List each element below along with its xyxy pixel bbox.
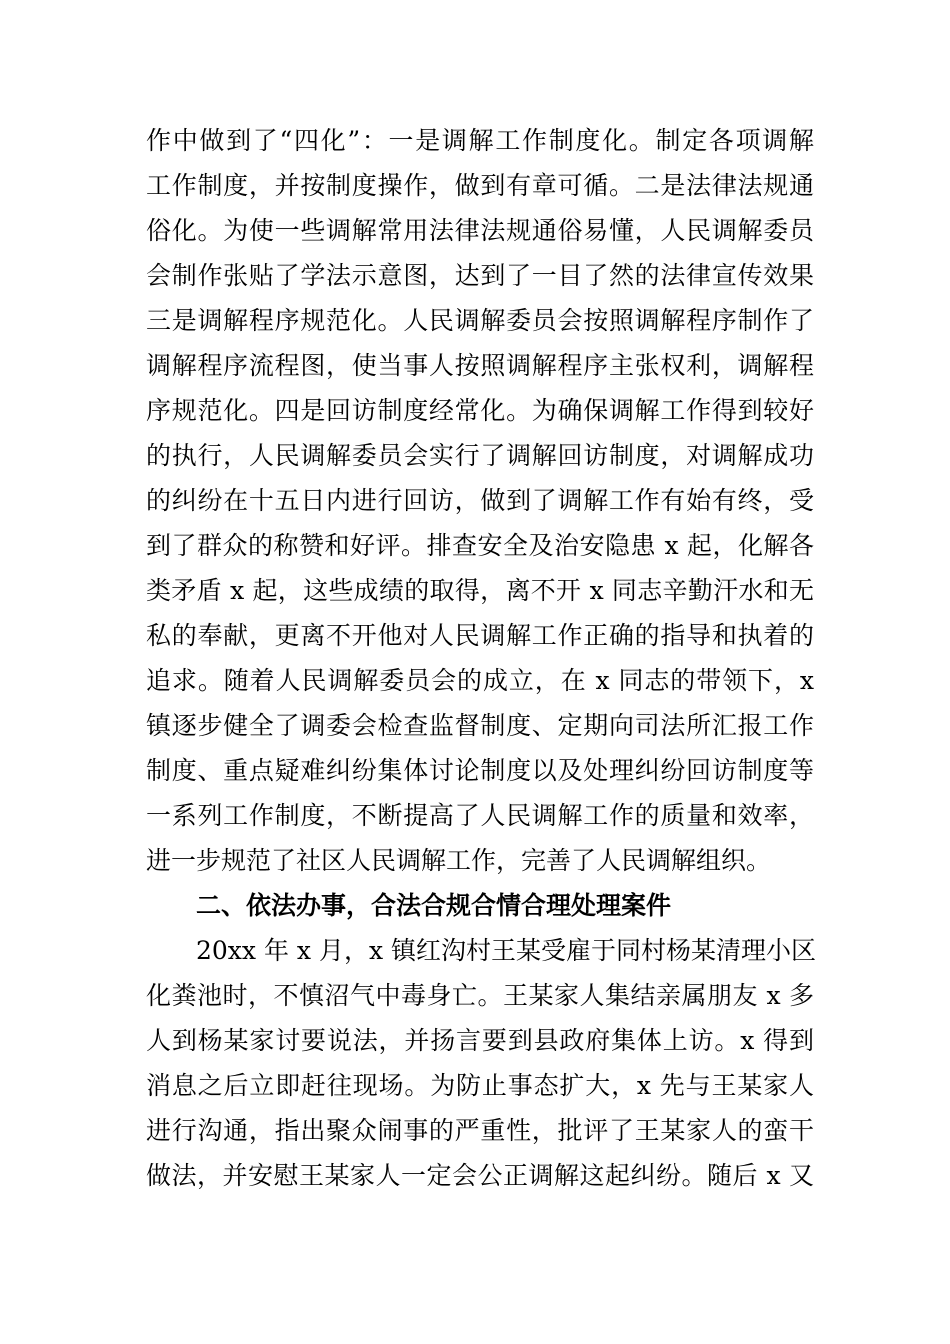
text-line: 工作制度，并按制度操作，做到有章可循。二是法律法规通 xyxy=(146,171,814,200)
text-line: 的执行，人民调解委员会实行了调解回访制度，对调解成功 xyxy=(146,441,814,470)
text-line: 进一步规范了社区人民调解工作，完善了人民调解组织。 xyxy=(146,846,772,875)
paragraph-2 xyxy=(146,928,814,1198)
document-body xyxy=(146,118,814,1198)
text-line: 序规范化。四是回访制度经常化。为确保调解工作得到较好 xyxy=(146,396,814,425)
text-line: 进行沟通，指出聚众闹事的严重性，批评了王某家人的蛮干 xyxy=(146,1116,814,1145)
text-line: 一系列工作制度，不断提高了人民调解工作的质量和效率， xyxy=(146,801,814,830)
text-line: 镇逐步健全了调委会检查监督制度、定期向司法所汇报工作 xyxy=(146,711,814,740)
section-heading: 二、依法办事，合法合规合情合理处理案件 xyxy=(196,891,672,920)
text-line: 化粪池时，不慎沼气中毒身亡。王某家人集结亲属朋友 x 多 xyxy=(146,981,814,1010)
text-line: 制度、重点疑难纠纷集体讨论制度以及处理纠纷回访制度等 xyxy=(146,756,814,785)
text-line: 到了群众的称赞和好评。排查安全及治安隐患 x 起，化解各 xyxy=(146,531,814,560)
text-line: 调解程序流程图，使当事人按照调解程序主张权利，调解程 xyxy=(146,351,814,380)
text-line: 消息之后立即赶往现场。为防止事态扩大，x 先与王某家人 xyxy=(146,1071,814,1100)
paragraph-1 xyxy=(146,118,814,883)
text-line: 作中做到了“四化”：一是调解工作制度化。制定各项调解 xyxy=(146,126,814,155)
text-line: 俗化。为使一些调解常用法律法规通俗易懂，人民调解委员 xyxy=(146,216,814,245)
text-line: 三是调解程序规范化。人民调解委员会按照调解程序制作了 xyxy=(146,306,814,335)
text-line: 做法，并安慰王某家人一定会公正调解这起纠纷。随后 x 又 xyxy=(146,1161,814,1190)
text-line: 会制作张贴了学法示意图，达到了一目了然的法律宣传效果 xyxy=(146,261,814,290)
text-line: 私的奉献，更离不开他对人民调解工作正确的指导和执着的 xyxy=(146,621,814,650)
text-line: 20xx 年 x 月，x 镇红沟村王某受雇于同村杨某清理小区 xyxy=(196,936,816,965)
text-line: 类矛盾 x 起，这些成绩的取得，离不开 x 同志辛勤汗水和无 xyxy=(146,576,814,605)
text-line: 追求。随着人民调解委员会的成立，在 x 同志的带领下，x xyxy=(146,666,814,695)
text-line: 的纠纷在十五日内进行回访，做到了调解工作有始有终，受 xyxy=(146,486,814,515)
text-line: 人到杨某家讨要说法，并扬言要到县政府集体上访。x 得到 xyxy=(146,1026,814,1055)
